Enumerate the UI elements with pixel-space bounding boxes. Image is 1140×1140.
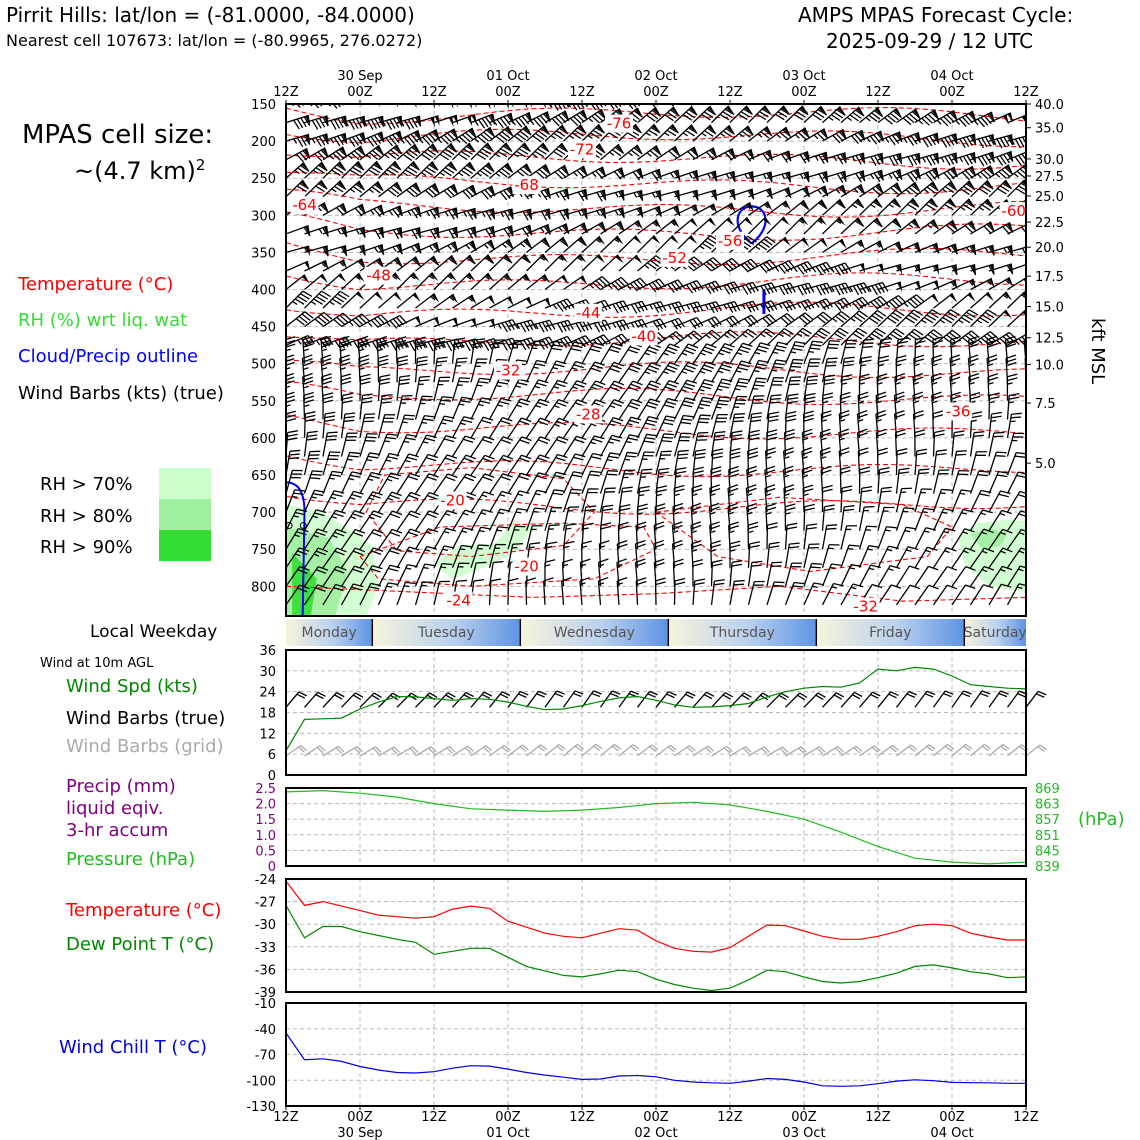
barb-flag bbox=[911, 87, 921, 97]
barb-flag bbox=[837, 87, 847, 97]
barb-full bbox=[849, 94, 858, 103]
barb-staff bbox=[767, 88, 785, 104]
temperature-panel-label: Temperature (°C) bbox=[66, 900, 222, 921]
barb-flag bbox=[855, 87, 865, 97]
precip-label-3: 3-hr accum bbox=[66, 820, 169, 841]
barb-full bbox=[836, 89, 845, 98]
barb-flag bbox=[304, 92, 312, 103]
barb-full bbox=[905, 94, 914, 103]
barb-staff bbox=[619, 94, 641, 104]
windchill-panel-label: Wind Chill T (°C) bbox=[59, 1037, 207, 1058]
barb-full bbox=[779, 92, 787, 101]
nearest-cell-text: Nearest cell 107673: lat/lon = (-80.9965, 276.0272) bbox=[6, 31, 423, 50]
kft-msl-label: kft MSL bbox=[1087, 318, 1108, 385]
barb-staff bbox=[693, 91, 713, 104]
barb-full bbox=[910, 89, 919, 98]
barb-full bbox=[691, 93, 698, 103]
barb-half bbox=[755, 98, 759, 103]
wind-barbs-true-label: Wind Barbs (true) bbox=[66, 708, 226, 729]
legend-temperature: Temperature (°C) bbox=[18, 274, 174, 295]
barb-full bbox=[929, 89, 938, 98]
hpa-label: (hPa) bbox=[1078, 809, 1125, 830]
barb-full bbox=[776, 95, 784, 104]
barb-full bbox=[818, 89, 827, 98]
barb-full bbox=[761, 93, 769, 102]
pressure-label: Pressure (hPa) bbox=[66, 849, 196, 870]
barb-flag bbox=[892, 87, 902, 97]
barb-full bbox=[924, 94, 933, 103]
wind-barbs-grid-label: Wind Barbs (grid) bbox=[66, 736, 224, 757]
barb-staff bbox=[526, 581, 527, 605]
barb-full bbox=[709, 92, 717, 102]
barb-staff bbox=[397, 96, 420, 104]
weekday-label: Local Weekday bbox=[90, 622, 218, 642]
barb-staff bbox=[675, 92, 696, 104]
barb-full bbox=[745, 91, 753, 101]
barb-staff bbox=[545, 97, 568, 104]
barb-full bbox=[742, 93, 750, 103]
barb-flag bbox=[764, 89, 773, 99]
barb-half bbox=[773, 98, 777, 103]
barb-flag bbox=[692, 92, 700, 103]
barb-full bbox=[831, 94, 840, 103]
barb-flag bbox=[819, 88, 829, 98]
barb-full bbox=[834, 91, 843, 100]
cell-size-exponent: 2 bbox=[195, 156, 206, 174]
barb-flag bbox=[746, 90, 755, 100]
barb-full bbox=[764, 90, 772, 99]
barb-flag bbox=[322, 93, 330, 104]
legend-rh80: RH > 80% bbox=[40, 506, 133, 527]
barb-full bbox=[855, 89, 864, 98]
legend-rh70: RH > 70% bbox=[40, 474, 133, 495]
cell-size-line1: MPAS cell size: bbox=[22, 120, 214, 150]
forecast-label: AMPS MPAS Forecast Cycle: bbox=[798, 3, 1074, 27]
barb-full bbox=[892, 89, 901, 98]
forecast-cycle: 2025-09-29 / 12 UTC bbox=[826, 29, 1034, 53]
legend-cloud: Cloud/Precip outline bbox=[18, 346, 199, 367]
site-title: Pirrit Hills: lat/lon = (-81.0000, -84.0000) bbox=[6, 3, 415, 27]
barb-staff bbox=[305, 93, 326, 104]
barb-staff bbox=[823, 87, 840, 104]
legend-rh: RH (%) wrt liq. wat bbox=[18, 310, 188, 331]
wind-spd-label: Wind Spd (kts) bbox=[66, 676, 198, 697]
barb-flag bbox=[930, 87, 940, 97]
barb-full bbox=[303, 93, 310, 103]
barb-staff bbox=[749, 89, 768, 104]
barb-full bbox=[908, 91, 917, 100]
cell-size-value: ~(4.7 km) bbox=[74, 157, 196, 185]
barb-staff bbox=[897, 87, 914, 104]
barb-full bbox=[321, 94, 328, 104]
legend-rh90: RH > 90% bbox=[40, 537, 133, 558]
precip-label-2: liquid eqiv. bbox=[66, 798, 164, 819]
barb-full bbox=[706, 94, 714, 104]
barb-flag bbox=[674, 93, 682, 104]
barb-staff bbox=[601, 95, 623, 104]
barb-full bbox=[926, 91, 935, 100]
precip-label-1: Precip (mm) bbox=[66, 776, 176, 797]
barb-full bbox=[852, 91, 861, 100]
legend-wind-barbs: Wind Barbs (kts) (true) bbox=[18, 383, 224, 404]
barb-staff bbox=[841, 87, 858, 104]
barb-staff bbox=[323, 94, 345, 104]
wind10-label: Wind at 10m AGL bbox=[40, 656, 154, 671]
dewpoint-panel-label: Dew Point T (°C) bbox=[66, 934, 215, 955]
barb-staff bbox=[379, 96, 402, 104]
barb-staff bbox=[915, 87, 932, 104]
barb-full bbox=[782, 90, 790, 99]
barb-full bbox=[673, 94, 680, 104]
